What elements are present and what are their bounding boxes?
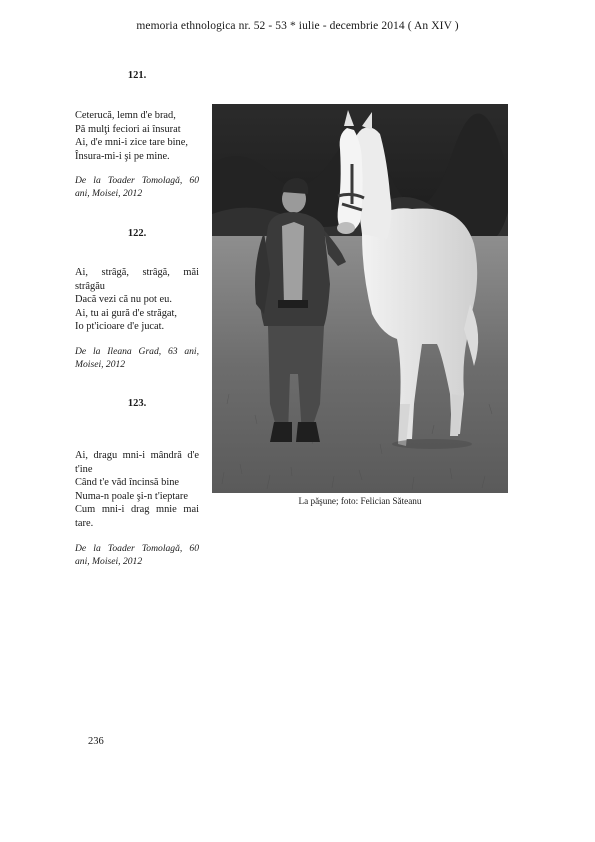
- poem-line: Pă mulţi feciori ai însurat: [75, 123, 181, 135]
- poem-line: Însura-mi-i şi pe mine.: [75, 150, 170, 162]
- source-line: ani, Moisei, 2012: [75, 187, 143, 199]
- source-line: ani, Moisei, 2012: [75, 555, 143, 567]
- poem-line: tare.: [75, 517, 94, 529]
- page-number: 236: [88, 736, 104, 747]
- poem-121-text: [75, 109, 199, 163]
- poem-line: Ai, d'e mni-i zice tare bine,: [75, 137, 188, 149]
- poem-123-text: [75, 449, 199, 531]
- source-line: De la Toader Tomolagă, 60: [75, 543, 199, 554]
- photo-man-with-horse: [212, 104, 508, 493]
- poem-122-text: [75, 266, 199, 334]
- photo-caption: La păşune; foto: Felician Săteanu: [298, 496, 422, 506]
- poem-line: Ai, tu ai gură d'e străgat,: [75, 307, 177, 319]
- poem-line: Ceterucă, lemn d'e brad,: [75, 110, 176, 121]
- poem-number-123: 123.: [127, 398, 147, 409]
- poem-line: Numa-n poale şi-n t'ieptare: [75, 490, 188, 502]
- poem-line: Când t'e văd încinsă bine: [75, 477, 180, 489]
- poem-line: Cum mni-i drag mnie mai: [75, 504, 199, 516]
- poem-line: strâgău: [75, 280, 106, 292]
- journal-header: memoria ethnologica nr. 52 - 53 * iulie - decembrie 2014 ( An XIV ): [136, 20, 459, 32]
- poem-line: Io pt'icioare d'e jucat.: [75, 321, 165, 333]
- poem-line: Dacă vezi că nu pot eu.: [75, 294, 172, 306]
- poem-line: Ai, strâgă, strâgă, măi: [75, 267, 199, 278]
- source-line: De la Ileana Grad, 63 ani,: [75, 346, 199, 357]
- poem-number-122: 122.: [127, 228, 147, 239]
- poem-number-121: 121.: [127, 70, 147, 81]
- poem-line: t'ine: [75, 463, 93, 475]
- source-line: Moisei, 2012: [75, 358, 126, 370]
- poem-line: Ai, dragu mni-i mândră d'e: [75, 450, 199, 461]
- poem-123-source: [75, 543, 199, 568]
- source-line: De la Toader Tomolagă, 60: [75, 175, 199, 186]
- poem-122-source: [75, 346, 199, 371]
- poem-121-source: [75, 175, 199, 200]
